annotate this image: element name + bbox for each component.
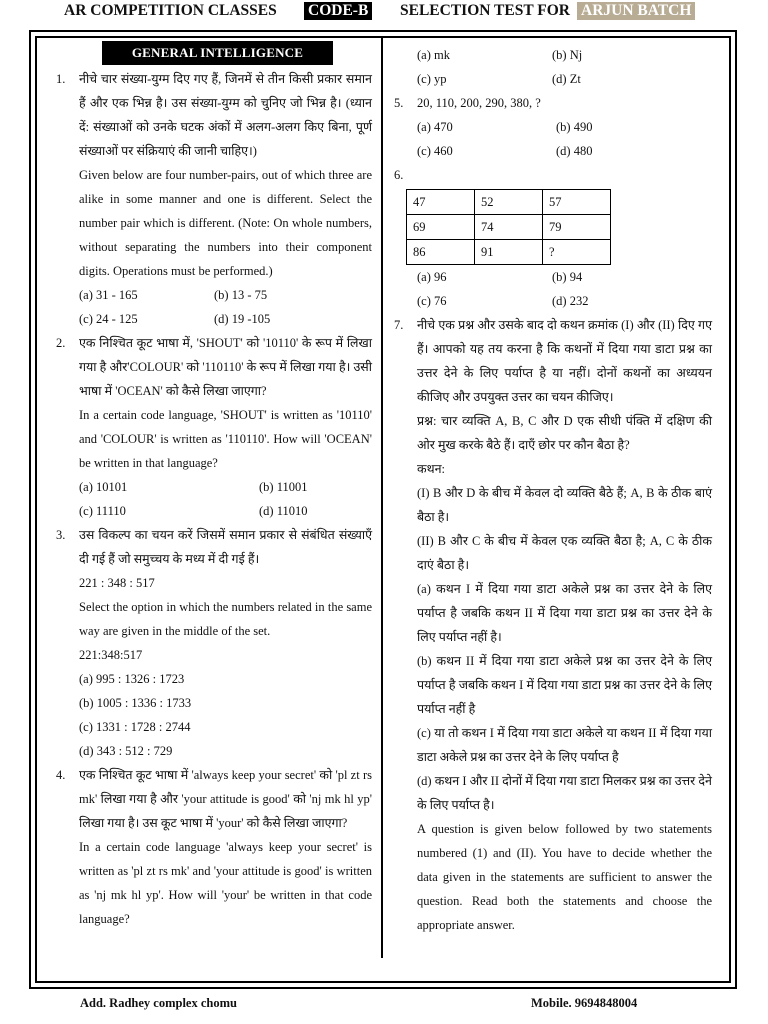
- option-b: (b) 94: [552, 270, 583, 284]
- option-a: (a) 470: [417, 120, 453, 134]
- page-header: [0, 0, 768, 26]
- grid-cell: 74: [475, 215, 543, 240]
- grid-cell: 79: [543, 215, 611, 240]
- footer-mobile: Mobile. 9694848004: [531, 996, 638, 1010]
- question-text-hindi: एक निश्चित कूट भाषा में 'always keep your secret' को 'pl zt rs mk' लिखा गया है और 'your attitude is good' को 'nj mk hl yp' लिखा गया है। उस कूट भाषा में 'your' को कैसे लिखा जाएगा?: [79, 768, 372, 830]
- option-d: (d) कथन I और II दोनों में दिया गया डाटा मिलकर प्रश्न का उत्तर देने के लिए पर्याप्त है।: [417, 774, 712, 812]
- footer-address: Add. Radhey complex chomu: [80, 996, 237, 1010]
- grid-cell: 86: [407, 240, 475, 265]
- option-a: (a) कथन I में दिया गया डाटा अकेले प्रश्न का उत्तर देने के लिए पर्याप्त है जबकि कथन II में दिया गया डाटा प्रश्न का उत्तर देने के लिए पर्याप्त नहीं है।: [417, 582, 712, 644]
- question-4-options: [417, 43, 712, 91]
- option-b: (b) 1005 : 1336 : 1733: [79, 696, 192, 710]
- question-7: [394, 313, 712, 937]
- question-number: 6.: [394, 168, 404, 182]
- question-text-english: In a certain code language 'always keep your secret' is written as 'pl zt rs mk' and 'your attitude is good' is written as 'nj mk hl yp'. How will 'your' be written in that code language?: [79, 840, 372, 926]
- options: [417, 115, 712, 163]
- question-text-hindi: एक निश्चित कूट भाषा में, 'SHOUT' को '10110' के रूप में लिखा गया है और'COLOUR' को '110110' के रूप में लिखा गया है। उसी भाषा में 'OCEAN' को कैसे लिखा जाएगा?: [79, 336, 372, 398]
- institute-name: AR COMPETITION CLASSES: [64, 2, 277, 19]
- question-5: [394, 91, 712, 163]
- option-a: (a) 995 : 1326 : 1723: [79, 672, 185, 686]
- option-b: (b) 11001: [259, 480, 308, 494]
- statement-2: (II) B और C के बीच में केवल एक व्यक्ति बैठा है; A, C के ठीक दाएं बैठा है।: [417, 534, 712, 572]
- grid-cell: 47: [407, 190, 475, 215]
- question-number: 3.: [56, 528, 66, 542]
- section-title: GENERAL INTELLIGENCE: [102, 41, 333, 65]
- question-text-english: In a certain code language, 'SHOUT' is written as '10110' and 'COLOUR' is written as '110110'. How will 'OCEAN' be written in that language?: [79, 408, 372, 470]
- number-series: 20, 110, 200, 290, 380, ?: [417, 96, 541, 110]
- option-a: (a) 96: [417, 270, 447, 284]
- question-number: 1.: [56, 72, 66, 86]
- code-badge: CODE-B: [304, 2, 372, 20]
- statement-1: (I) B और D के बीच में केवल दो व्यक्ति बैठे हैं; A, B के ठीक बाएं बैठा है।: [417, 486, 712, 524]
- option-d: (d) 343 : 512 : 729: [79, 744, 173, 758]
- option-d: (d) 232: [552, 294, 589, 308]
- grid-cell: 57: [543, 190, 611, 215]
- option-c: (c) yp: [417, 72, 447, 86]
- option-b: (b) कथन II में दिया गया डाटा अकेले प्रश्न का उत्तर देने के लिए पर्याप्त है जबकि कथन I में दिया गया डाटा प्रश्न का उत्तर देने के लिए पर्याप्त नहीं है: [417, 654, 712, 716]
- question-text-english: Select the option in which the numbers related in the same way are given in the middle of the set.: [79, 600, 372, 638]
- statements-label: कथन:: [417, 462, 445, 476]
- batch-badge: ARJUN BATCH: [577, 2, 695, 20]
- question-3: [56, 523, 372, 763]
- option-d: (d) 480: [556, 144, 593, 158]
- question-6-options: [417, 265, 712, 313]
- question-number: 2.: [56, 336, 66, 350]
- option-c: (c) 76: [417, 294, 447, 308]
- question-text-hindi: नीचे चार संख्या-युग्म दिए गए हैं, जिनमें से तीन किसी प्रकार समान हैं और एक भिन्न है। उस संख्या-युग्म को चुनिए जो भिन्न है। (ध्यान दें: संख्याओं को उनके घटक अंकों में अलग-अलग किए बिना, पूर्ण संख्याओं पर संक्रियाएं की जानी चाहिए।): [79, 72, 372, 158]
- question-number: 5.: [394, 96, 404, 110]
- option-d: (d) Zt: [552, 72, 581, 86]
- option-b: (b) Nj: [552, 48, 583, 62]
- option-c: (c) 11110: [79, 504, 126, 518]
- column-divider: [381, 38, 383, 958]
- grid-cell: 52: [475, 190, 543, 215]
- option-c: (c) या तो कथन I में दिया गया डाटा अकेले या कथन II में दिया गया डाटा अकेले प्रश्न का उत्तर देने के लिए पर्याप्त है: [417, 726, 712, 764]
- option-c: (c) 1331 : 1728 : 2744: [79, 720, 191, 734]
- option-d: (d) 11010: [259, 504, 308, 518]
- grid-cell: 91: [475, 240, 543, 265]
- option-b: (b) 13 - 75: [214, 288, 268, 302]
- left-column: [56, 67, 372, 931]
- options: [79, 283, 372, 331]
- option-c: (c) 460: [417, 144, 453, 158]
- question-number: 4.: [56, 768, 66, 782]
- right-column: [394, 43, 712, 937]
- option-a: (a) mk: [417, 48, 450, 62]
- option-c: (c) 24 - 125: [79, 312, 138, 326]
- number-grid: [406, 189, 611, 265]
- grid-cell: 69: [407, 215, 475, 240]
- question-number: 7.: [394, 318, 404, 332]
- grid-cell: ?: [543, 240, 611, 265]
- option-a: (a) 10101: [79, 480, 128, 494]
- option-a: (a) 31 - 165: [79, 288, 138, 302]
- question-text-english: A question is given below followed by two statements numbered (1) and (II). You have to decide whether the data given in the statements are sufficient to answer the question. Read both the statements and choose the appropriate answer.: [417, 822, 712, 932]
- selection-test-label: SELECTION TEST FOR: [400, 2, 570, 19]
- question-text-english: Given below are four number-pairs, out of which three are alike in some manner and one is different. Select the number pair which is different. (Note: On whole numbers, without separating the numbers into their component digits. Operations must be performed.): [79, 168, 372, 278]
- question-2: [56, 331, 372, 523]
- number-set: 221 : 348 : 517: [79, 576, 155, 590]
- question-6: [394, 163, 712, 187]
- question-4: [56, 763, 372, 931]
- question-intro-hindi: नीचे एक प्रश्न और उसके बाद दो कथन क्रमांक (I) और (II) दिए गए हैं। आपको यह तय करना है कि कथनों में दिया गया डाटा प्रश्न का उत्तर देने के लिए पर्याप्त है या नहीं। दोनों कथनों का अध्ययन कीजिए और उपयुक्त उत्तर का चयन कीजिए।: [417, 318, 712, 404]
- question-text-hindi: उस विकल्प का चयन करें जिसमें समान प्रकार से संबंधित संख्याएँ दी गई हैं जो समुच्चय के मध्य में दी गई हैं।: [79, 528, 372, 566]
- number-set: 221:348:517: [79, 648, 143, 662]
- question-prompt: प्रश्न: चार व्यक्ति A, B, C और D एक सीधी पंक्ति में दक्षिण की ओर मुख करके बैठे हैं। दाएँ छोर पर कौन बैठा है?: [417, 414, 712, 452]
- option-d: (d) 19 -105: [214, 312, 271, 326]
- option-b: (b) 490: [556, 120, 593, 134]
- options: [79, 667, 372, 763]
- options: [79, 475, 372, 523]
- question-1: [56, 67, 372, 331]
